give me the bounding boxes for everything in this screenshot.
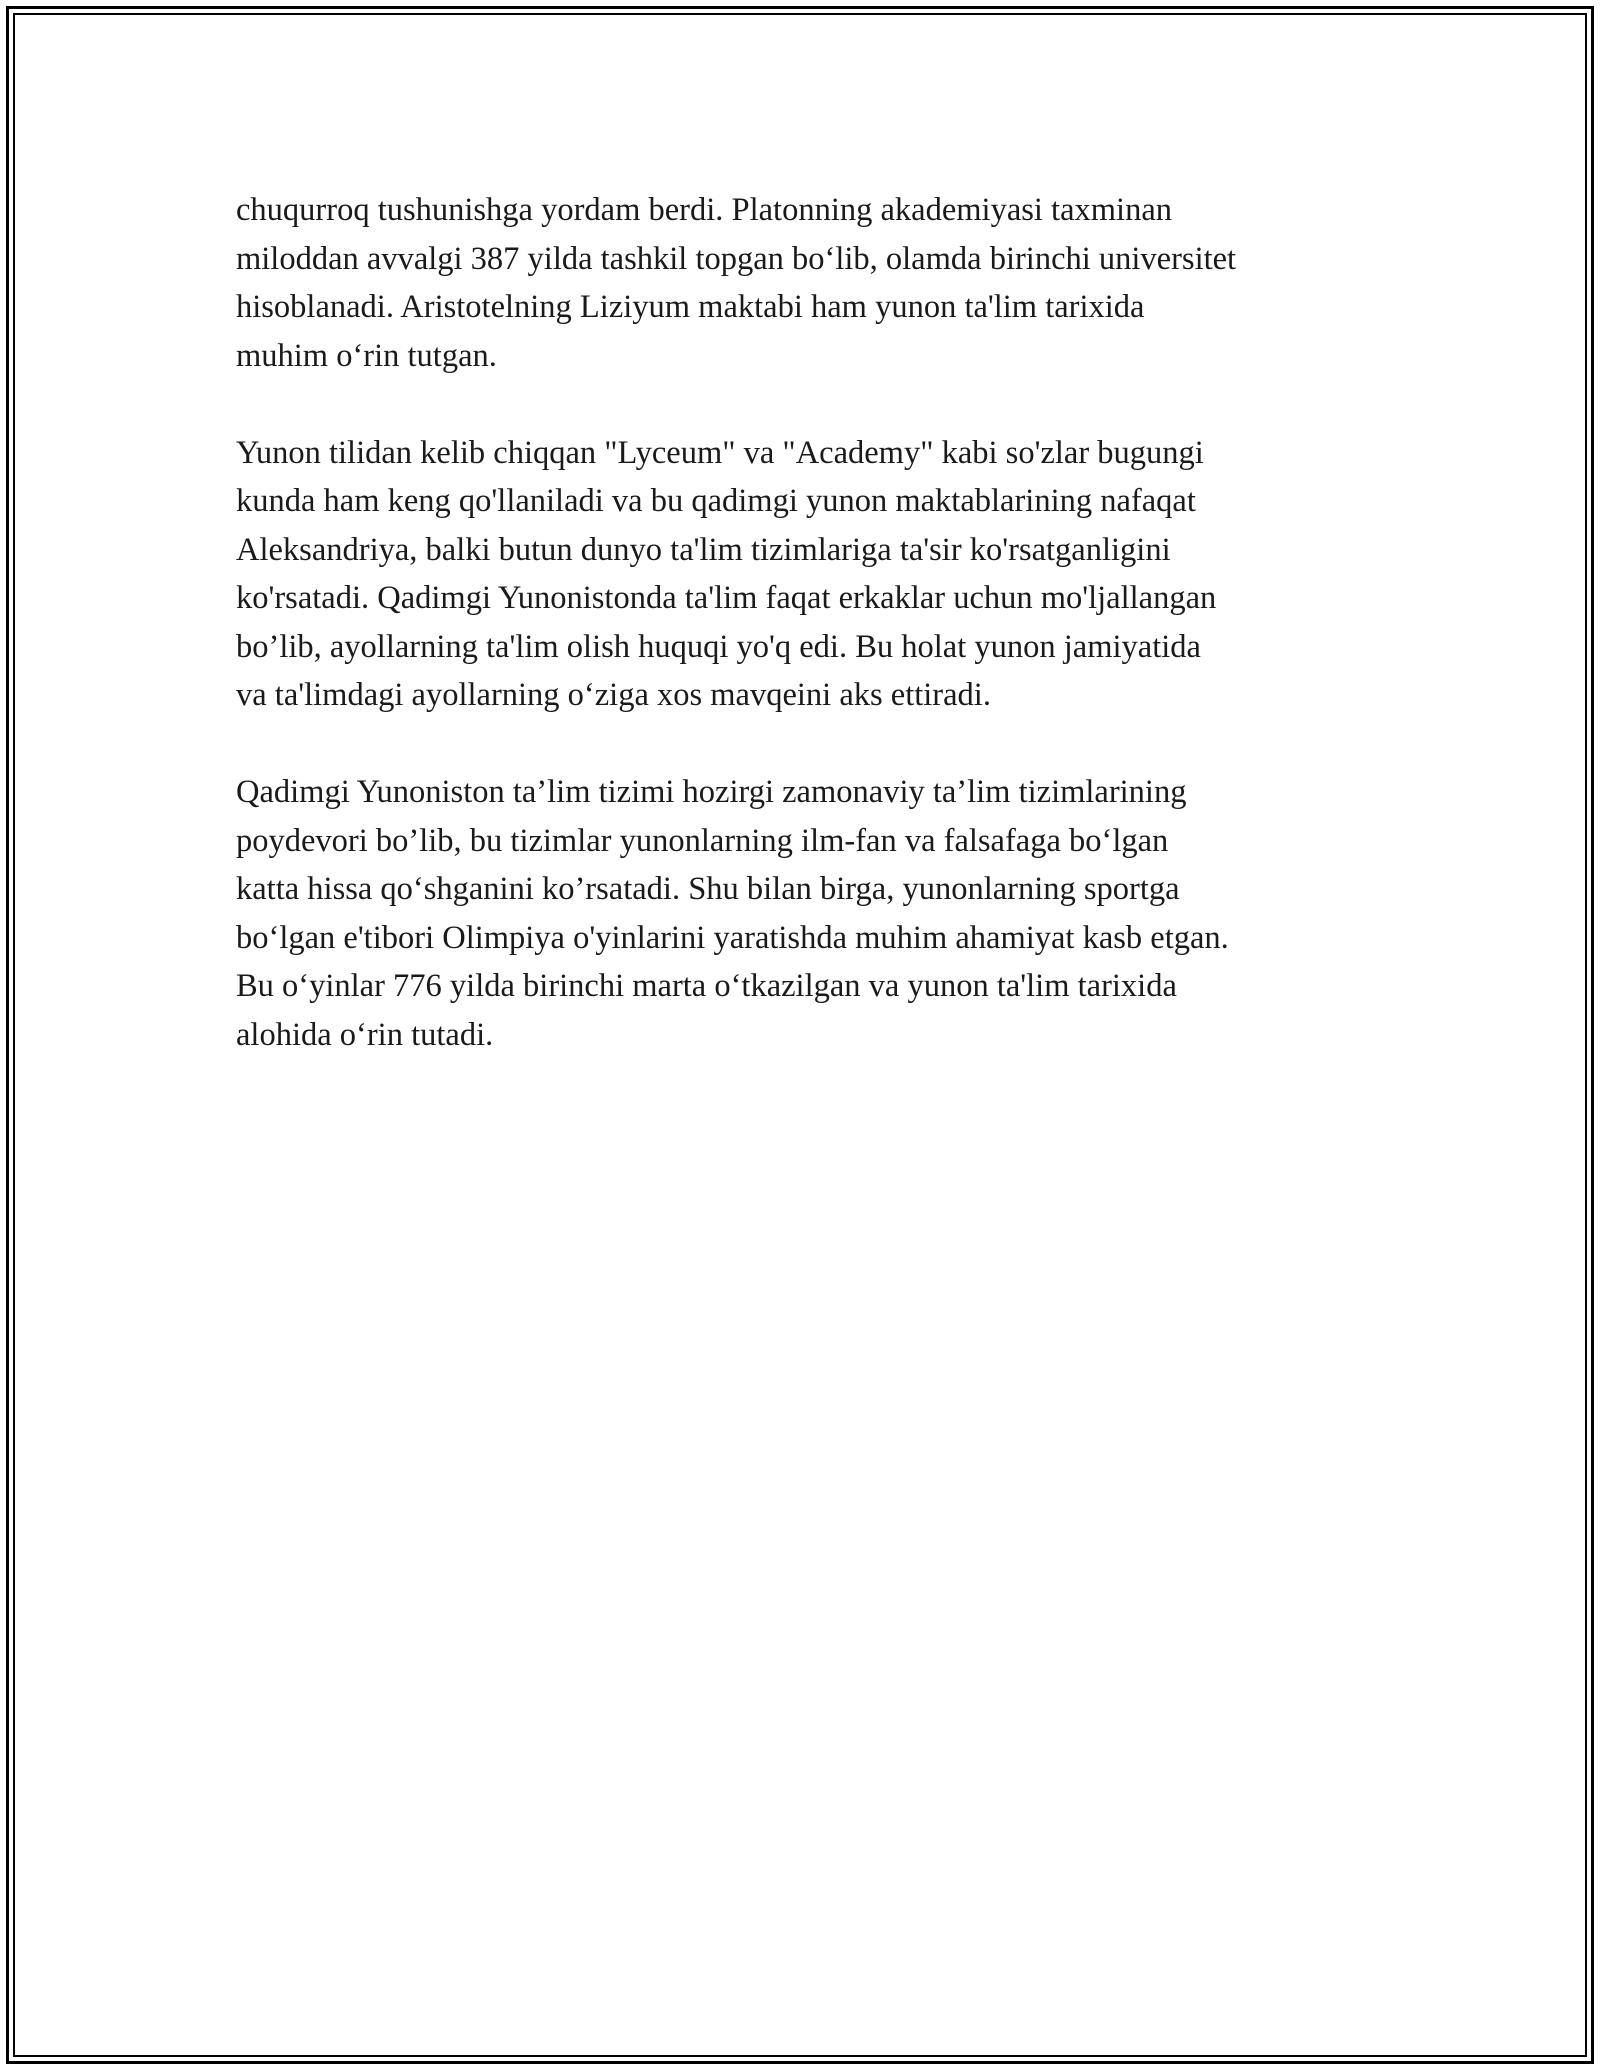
text-line: chuqurroq tushunishga yordam berdi. Platonning akademiyasi taxminan <box>236 192 1172 228</box>
document-body <box>236 186 1386 1108</box>
text-line: katta hissa qo‘shganini ko’rsatadi. Shu bilan birga, yunonlarning sportga <box>236 871 1180 907</box>
text-line: muhim o‘rin tutgan. <box>236 337 497 374</box>
paragraph-2 <box>236 429 1386 720</box>
text-line: Aleksandriya, balki butun dunyo ta'lim tizimlariga ta'sir ko'rsatganligini <box>236 531 1171 568</box>
text-line: alohida o‘rin tutadi. <box>236 1016 494 1053</box>
text-line: Yunon tilidan kelib chiqqan "Lyceum" va "Academy" kabi so'zlar bugungi <box>236 434 1204 471</box>
text-line: Bu o‘yinlar 776 yilda birinchi marta o‘tkazilgan va yunon ta'lim tarixida <box>236 968 1177 1004</box>
text-line: va ta'limdagi ayollarning o‘ziga xos mavqeini aks ettiradi. <box>236 677 991 713</box>
paragraph-3 <box>236 768 1386 1059</box>
text-line: hisoblanadi. Aristotelning Liziyum maktabi ham yunon ta'lim tarixida <box>236 289 1145 325</box>
text-line: Qadimgi Yunoniston ta’lim tizimi hozirgi zamonaviy ta’lim tizimlarining <box>236 774 1187 810</box>
text-line: miloddan avvalgi 387 yilda tashkil topgan bo‘lib, olamda birinchi universitet <box>236 240 1237 277</box>
text-line: kunda ham keng qo'llaniladi va bu qadimgi yunon maktablarining nafaqat <box>236 483 1196 519</box>
text-line: bo‘lgan e'tibori Olimpiya o'yinlarini yaratishda muhim ahamiyat kasb etgan. <box>236 919 1229 956</box>
text-line: poydevori bo’lib, bu tizimlar yunonlarning ilm-fan va falsafaga bo‘lgan <box>236 822 1169 859</box>
paragraph-1 <box>236 186 1386 380</box>
text-line: ko'rsatadi. Qadimgi Yunonistonda ta'lim faqat erkaklar uchun mo'ljallangan <box>236 580 1217 616</box>
text-line: bo’lib, ayollarning ta'lim olish huquqi yo'q edi. Bu holat yunon jamiyatida <box>236 628 1201 665</box>
